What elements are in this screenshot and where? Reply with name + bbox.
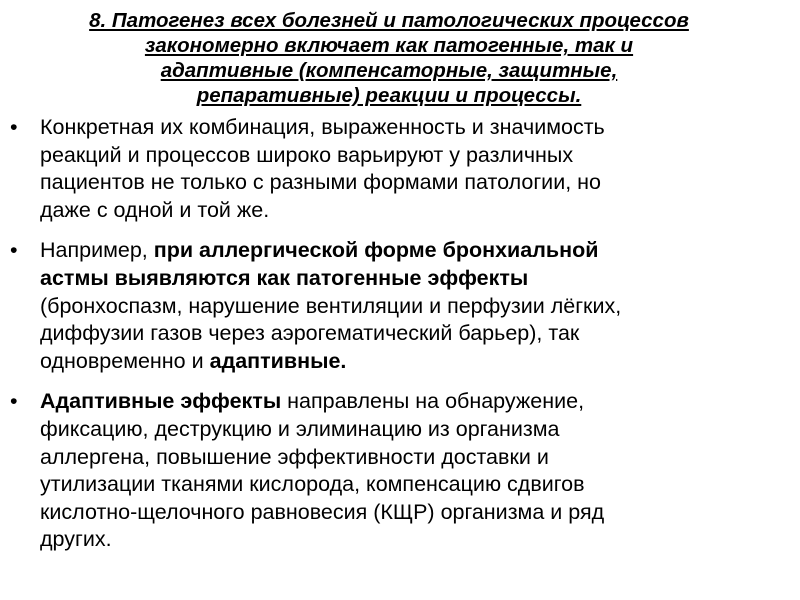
bullet-line <box>40 526 770 554</box>
title-line: адаптивные (компенсаторные, защитные, <box>160 59 618 82</box>
bullet-line <box>40 197 770 225</box>
bullet-item <box>8 237 770 375</box>
bullet-line <box>40 348 770 376</box>
bullet-item <box>8 114 770 224</box>
bullet-dot-icon: • <box>10 238 18 263</box>
bullet-line <box>40 142 770 170</box>
text-segment: направлены на обнаружение, <box>281 389 585 414</box>
bold-text: адаптивные. <box>209 348 347 373</box>
bullet-line <box>40 320 770 348</box>
title-line: закономерно включает как патогенные, так и <box>144 34 634 57</box>
title-line: репаративные) реакции и процессы. <box>196 84 582 107</box>
bullet-line <box>40 416 770 444</box>
text-segment: фиксацию, деструкцию и элиминацию из организма <box>40 416 560 441</box>
text-segment: аллергена, повышение эффективности доставки и <box>40 444 549 469</box>
text-segment: Конкретная их комбинация, выраженность и значимость <box>40 115 605 139</box>
bullet-line <box>40 169 770 197</box>
bullet-line <box>40 293 770 321</box>
bullet-line <box>40 471 770 499</box>
bullet-line <box>40 444 770 472</box>
bold-text: при аллергической форме бронхиальной <box>153 238 599 263</box>
bullet-text <box>40 237 770 375</box>
bullet-dot-icon: • <box>10 115 18 139</box>
bold-text: Адаптивные эффекты <box>40 389 282 414</box>
text-segment: утилизации тканями кислорода, компенсацию сдвигов <box>40 472 585 497</box>
bullet-list <box>8 114 770 554</box>
bullet-item <box>8 388 770 554</box>
bullet-line <box>40 265 770 293</box>
text-segment: (бронхоспазм, нарушение вентиляции и перфузии лёгких, <box>40 293 622 318</box>
bold-text: астмы выявляются как патогенные эффекты <box>40 265 529 290</box>
bullet-line <box>40 388 770 416</box>
text-segment: одновременно и <box>40 348 210 373</box>
text-segment: Например, <box>40 238 154 263</box>
bullet-text <box>40 114 770 224</box>
text-segment: пациентов не только с разными формами патологии, но <box>40 170 601 195</box>
text-segment: кислотно-щелочного равновесия (КЩР) организма и ряд <box>40 499 605 524</box>
slide-title <box>8 8 770 108</box>
bullet-dot-icon: • <box>10 389 18 414</box>
bullet-text <box>40 388 770 554</box>
text-segment: реакций и процессов широко варьируют у различных <box>40 142 574 167</box>
bullet-line <box>40 114 770 142</box>
bullet-line <box>40 499 770 527</box>
text-segment: даже с одной и той же. <box>40 197 270 222</box>
text-segment: диффузии газов через аэрогематический барьер), так <box>40 321 580 346</box>
text-segment: других. <box>40 527 112 552</box>
title-line: 8. Патогенез всех болезней и патологических процессов <box>89 9 689 32</box>
bullet-line <box>40 237 770 265</box>
